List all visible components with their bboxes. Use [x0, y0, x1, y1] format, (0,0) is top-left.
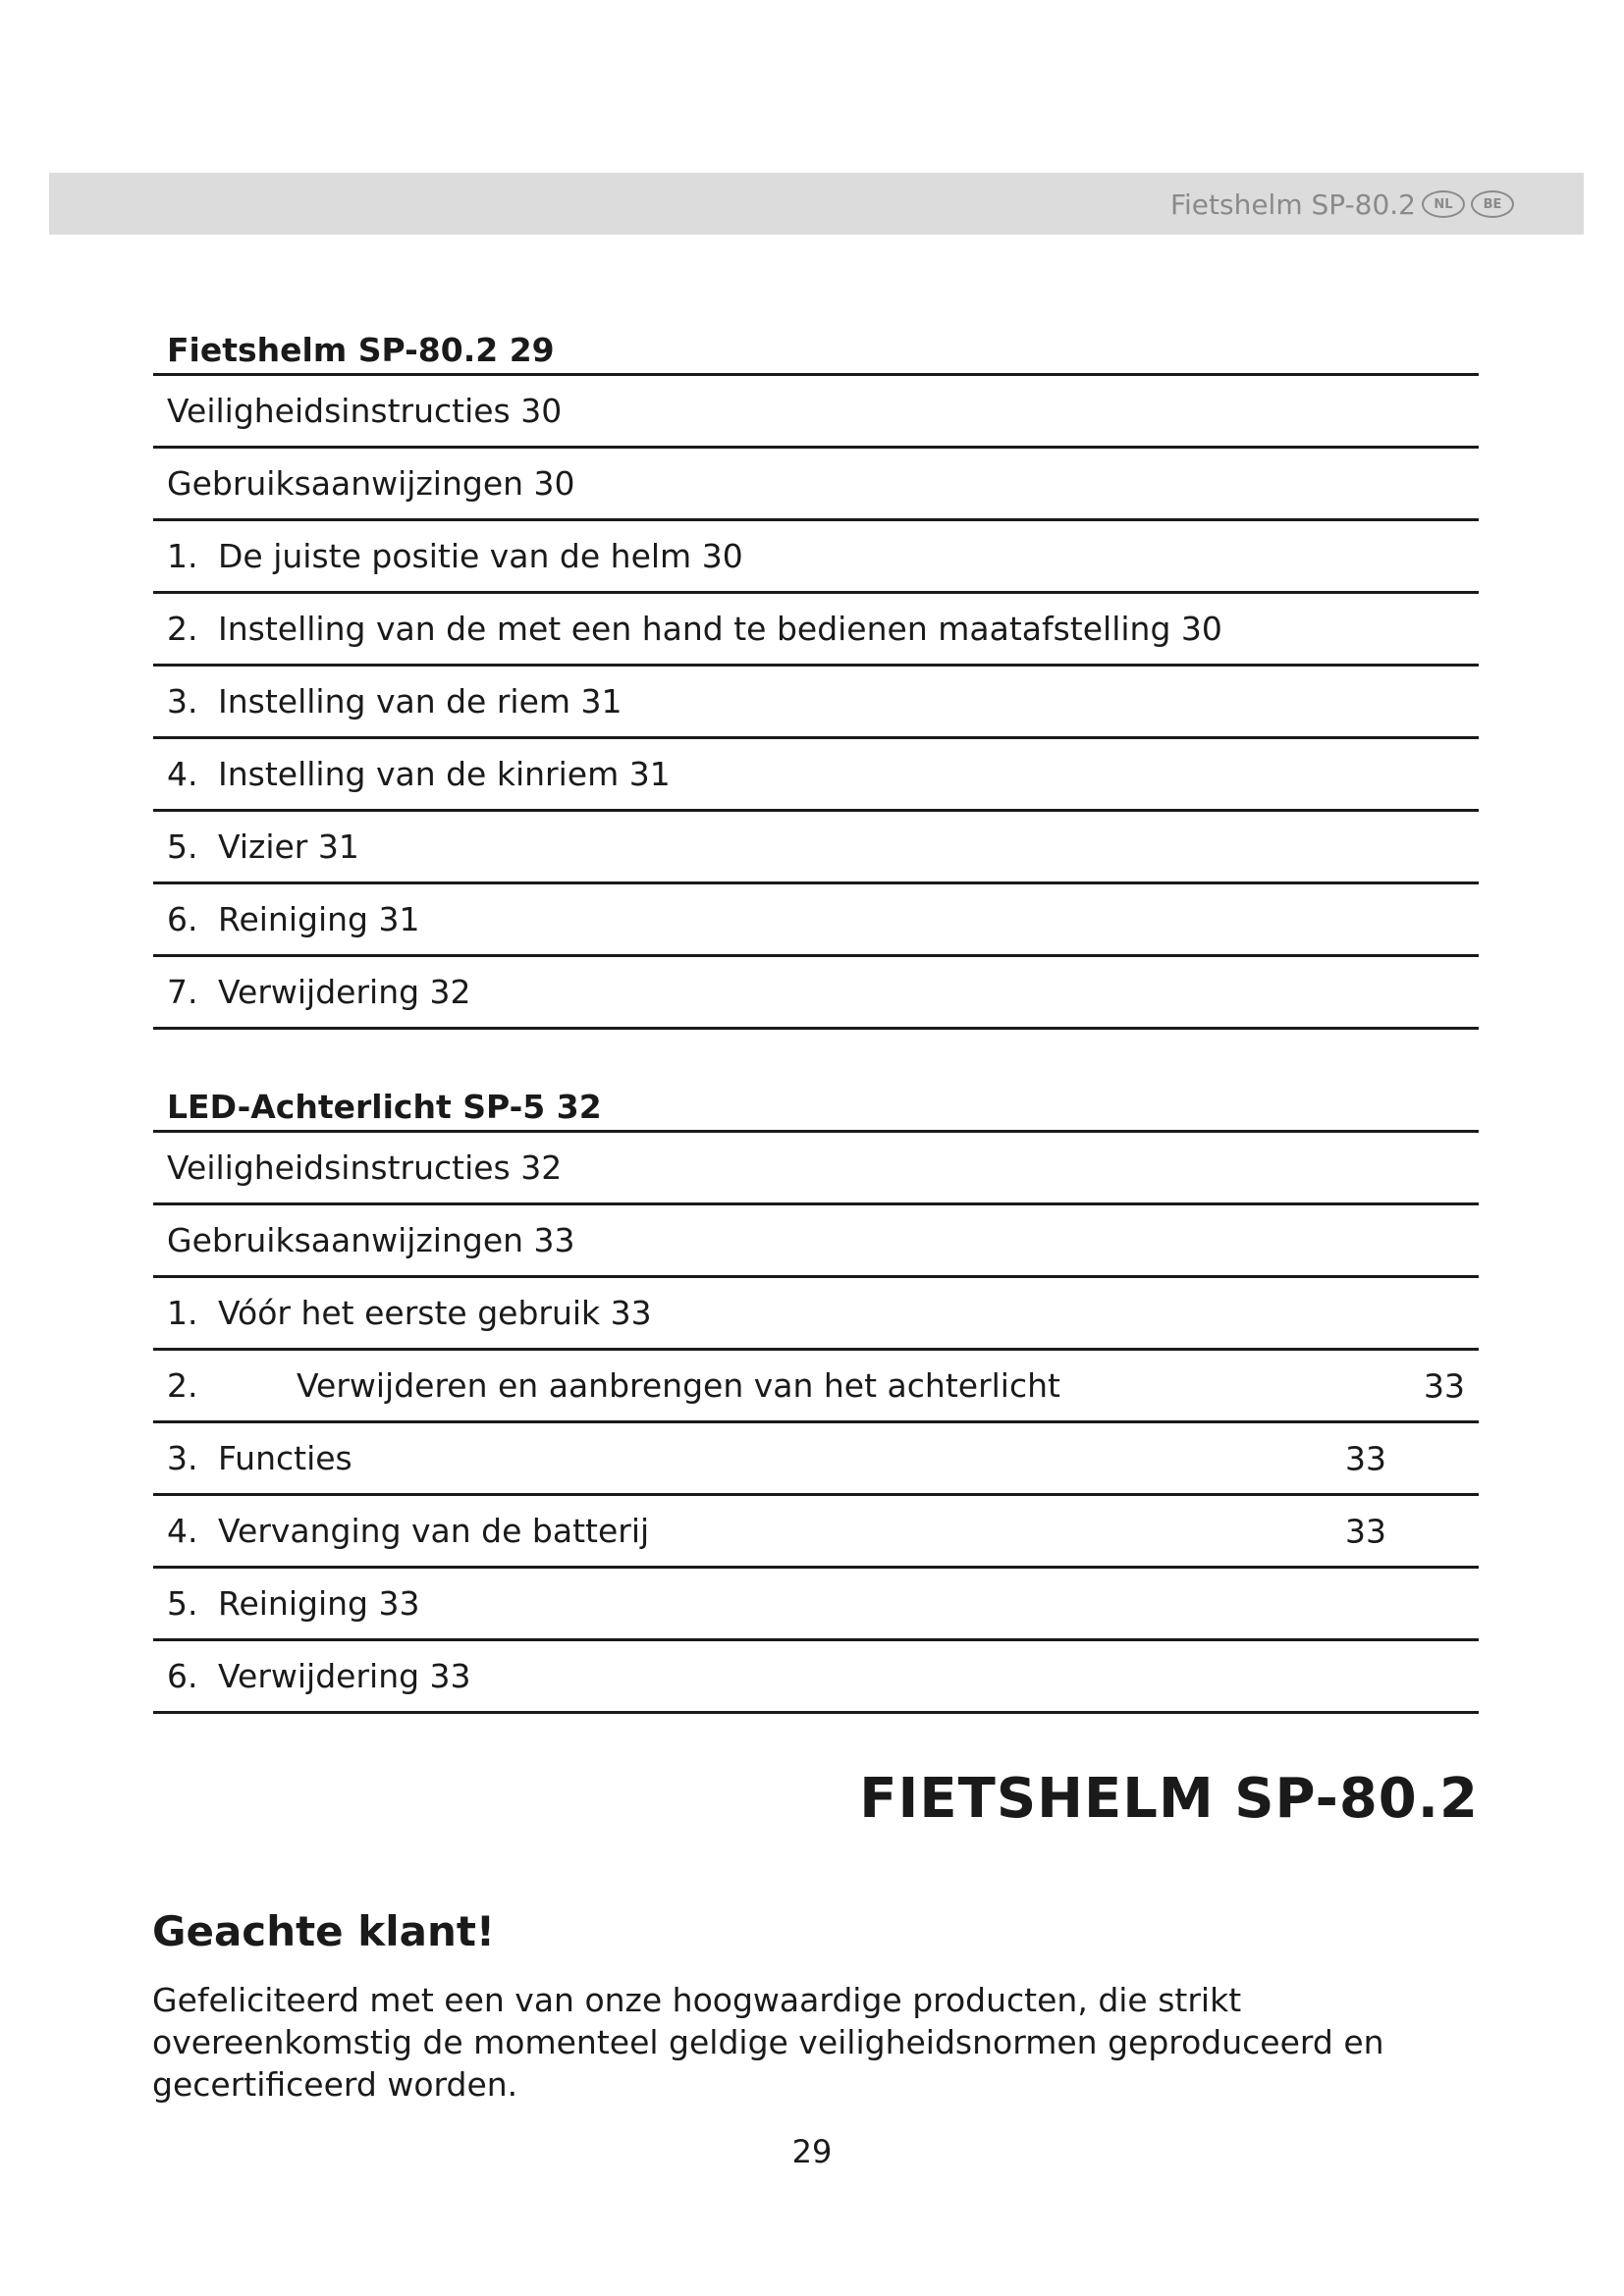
toc-entry-number: 4.: [167, 1512, 198, 1550]
country-badge-nl: NL: [1422, 190, 1465, 218]
toc-entry-number: 3.: [167, 1439, 198, 1477]
toc-entry[interactable]: [153, 1641, 1479, 1714]
toc-entry[interactable]: [153, 1569, 1479, 1641]
toc-entry-text: Vóór het eerste gebruik 33: [218, 1294, 652, 1332]
toc-section-rear-light: [153, 1085, 1479, 1714]
running-title: Fietshelm SP-80.2: [1169, 187, 1416, 221]
toc-entry[interactable]: [153, 957, 1479, 1030]
toc-entry-number: 2.: [167, 610, 198, 648]
toc-entry-page: 33: [1345, 1512, 1386, 1550]
toc-entry-number: 4.: [167, 755, 198, 793]
toc-entry-text: Verwijderen en aanbrengen van het achterlicht: [297, 1366, 1060, 1405]
toc-entry-number: 6.: [167, 1657, 198, 1695]
toc-entry-text: Instelling van de riem 31: [218, 682, 623, 721]
toc-entry[interactable]: [153, 739, 1479, 812]
toc-heading: Fietshelm SP-80.2 29: [153, 328, 1479, 376]
page-number: 29: [791, 2133, 833, 2170]
toc-entry-text: Reiniging 33: [218, 1584, 420, 1623]
toc-entry-number: 5.: [167, 1584, 198, 1623]
toc-entry-text: Instelling van de kinriem 31: [218, 755, 671, 793]
toc-entry[interactable]: [153, 594, 1479, 667]
toc-entry[interactable]: [153, 884, 1479, 957]
toc-entry-text: Instelling van de met een hand te bedienen maatafstelling 30: [218, 610, 1222, 648]
toc-entry-text: Functies: [218, 1439, 352, 1477]
toc-heading: LED-Achterlicht SP-5 32: [153, 1085, 1479, 1133]
toc-entry[interactable]: [153, 449, 1479, 521]
toc-entry-number: 1.: [167, 537, 198, 575]
toc-entry-number: 3.: [167, 682, 198, 721]
toc-entry[interactable]: [153, 812, 1479, 884]
toc-entry-text: Veiligheidsinstructies 30: [167, 392, 563, 430]
toc-entry-text: Veiligheidsinstructies 32: [167, 1148, 563, 1187]
toc-entry-text: Vervanging van de batterij: [218, 1512, 650, 1550]
toc-entry-text: De juiste positie van de helm 30: [218, 537, 743, 575]
greeting-heading: Geachte klant!: [152, 1907, 496, 1955]
toc-entry[interactable]: [153, 1496, 1479, 1569]
toc-entry-text: Gebruiksaanwijzingen 30: [167, 464, 575, 503]
toc-entry-text: Verwijdering 32: [218, 973, 471, 1011]
running-header: [1170, 187, 1514, 222]
toc-entry-number: 7.: [167, 973, 198, 1011]
toc-entry-page: 33: [1345, 1439, 1386, 1477]
toc-entry[interactable]: [153, 521, 1479, 594]
toc-section-helmet: [153, 328, 1479, 1030]
toc-entry-text: Reiniging 31: [218, 900, 420, 938]
toc-entry-page: 33: [1424, 1366, 1465, 1405]
toc-entry-text: Gebruiksaanwijzingen 33: [167, 1221, 575, 1259]
toc-entry-text: Verwijdering 33: [218, 1657, 471, 1695]
toc-entry[interactable]: [153, 1278, 1479, 1351]
toc-entry-number: 5.: [167, 828, 198, 866]
toc-entry[interactable]: [153, 376, 1479, 449]
toc-entry-number: 2.: [167, 1366, 198, 1405]
section-title: FIETSHELM SP-80.2: [859, 1767, 1479, 1831]
toc-entry-number: 6.: [167, 900, 198, 938]
country-badge-be: BE: [1471, 190, 1514, 218]
toc-entry[interactable]: [153, 1423, 1479, 1496]
toc-entry[interactable]: [153, 1351, 1479, 1423]
toc-entry[interactable]: [153, 667, 1479, 739]
toc-entry-text: Vizier 31: [218, 828, 359, 866]
intro-paragraph: Gefeliciteerd met een van onze hoogwaardige producten, die strikt overeenkomstig de momenteel geldige veiligheidsnormen geproduceerd en gecertificeerd worden.: [152, 1981, 1384, 2104]
toc-entry[interactable]: [153, 1133, 1479, 1205]
toc-entry-number: 1.: [167, 1294, 198, 1332]
toc-entry[interactable]: [153, 1205, 1479, 1278]
